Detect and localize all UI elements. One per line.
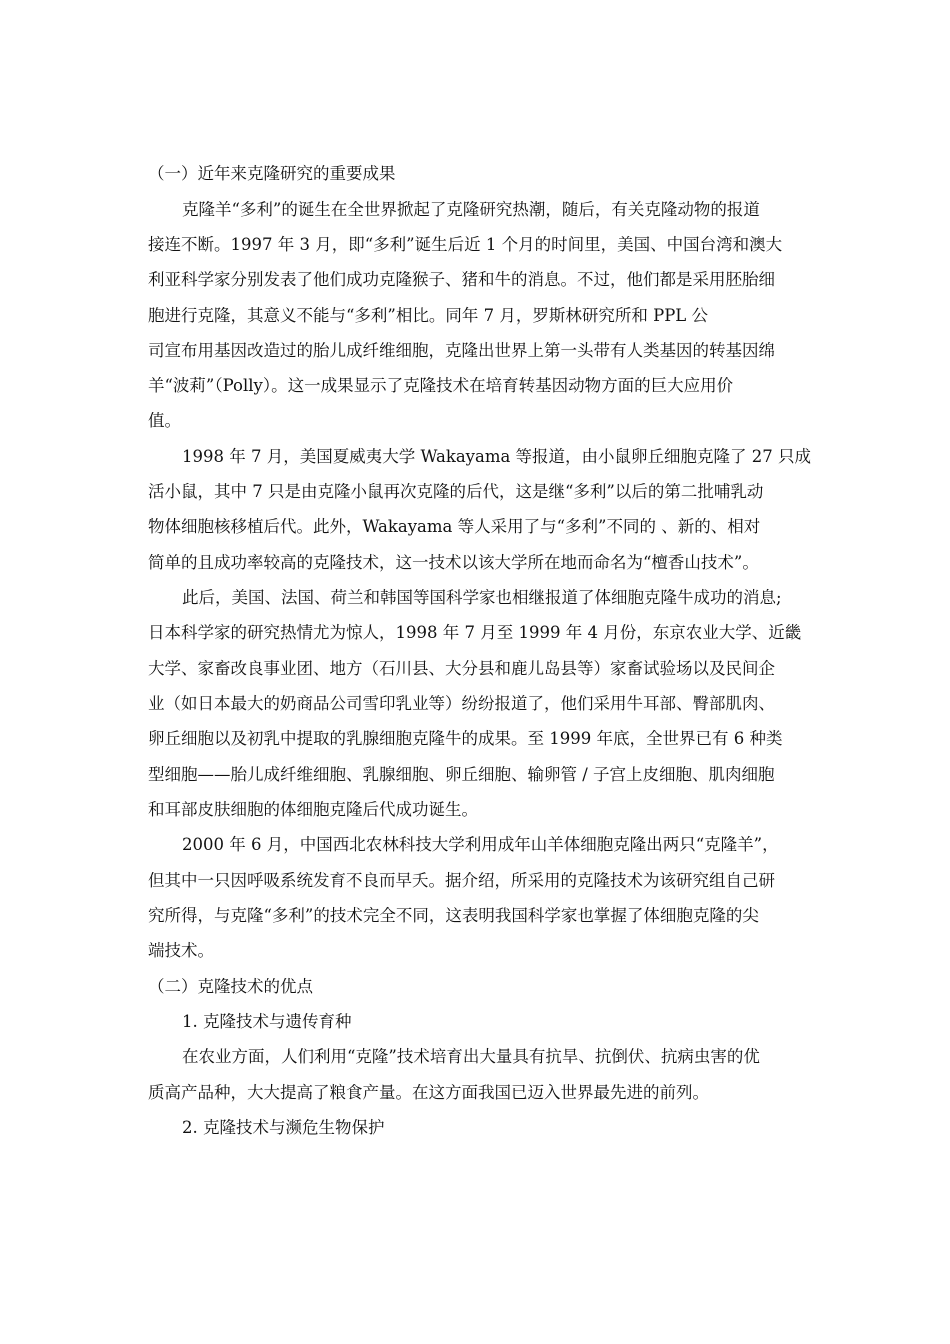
paragraph-line: 胞进行克隆，其意义不能与“多利”相比。同年 7 月，罗斯林研究所和 PPL 公 (148, 306, 709, 325)
section-heading-1: （一）近年来克隆研究的重要成果 (148, 164, 396, 183)
paragraph-line: 质高产品种，大大提高了粮食产量。在这方面我国已迈入世界最先进的前列。 (148, 1083, 709, 1102)
paragraph-line: 简单的且成功率较高的克隆技术，这一技术以该大学所在地而命名为“檀香山技术”。 (148, 553, 759, 572)
subsection-heading: 1. 克隆技术与遗传育种 (182, 1012, 352, 1031)
paragraph-line: 端技术。 (148, 941, 214, 960)
paragraph-line: 物体细胞核移植后代。此外，Wakayama 等人采用了与“多利”不同的 、新的、相对 (148, 517, 761, 536)
paragraph-line: 此后，美国、法国、荷兰和韩国等国科学家也相继报道了体细胞克隆牛成功的消息; (182, 588, 782, 607)
paragraph-line: 卵丘细胞以及初乳中提取的乳腺细胞克隆牛的成果。至 1999 年底，全世界已有 6 种类 (148, 729, 783, 748)
paragraph-line: 1998 年 7 月，美国夏威夷大学 Wakayama 等报道，由小鼠卵丘细胞克隆了 27 只成 (182, 447, 812, 466)
paragraph-line: 业（如日本最大的奶商品公司雪印乳业等）纷纷报道了，他们采用牛耳部、臀部肌肉、 (148, 694, 775, 713)
paragraph-line: 型细胞——胎儿成纤维细胞、乳腺细胞、卵丘细胞、输卵管 / 子宫上皮细胞、肌肉细胞 (148, 765, 775, 784)
paragraph-line: 羊“波莉”（Polly）。这一成果显示了克隆技术在培育转基因动物方面的巨大应用价 (148, 376, 734, 395)
paragraph-line: 大学、家畜改良事业团、地方（石川县、大分县和鹿儿岛县等）家畜试验场以及民间企 (148, 659, 775, 678)
paragraph-line: 日本科学家的研究热情尤为惊人，1998 年 7 月至 1999 年 4 月份，东京农业大学、近畿 (148, 623, 802, 642)
paragraph-line: 值。 (148, 411, 181, 430)
paragraph-line: 究所得，与克隆“多利”的技术完全不同，这表明我国科学家也掌握了体细胞克隆的尖 (148, 906, 759, 925)
paragraph-line: 在农业方面，人们利用“克隆”技术培育出大量具有抗旱、抗倒伏、抗病虫害的优 (182, 1047, 760, 1066)
paragraph-line: 司宣布用基因改造过的胎儿成纤维细胞，克隆出世界上第一头带有人类基因的转基因绵 (148, 341, 775, 360)
section-heading-2: （二）克隆技术的优点 (148, 977, 313, 996)
paragraph-line: 克隆羊“多利”的诞生在全世界掀起了克隆研究热潮，随后，有关克隆动物的报道 (182, 200, 760, 219)
paragraph-line: 但其中一只因呼吸系统发育不良而早夭。据介绍，所采用的克隆技术为该研究组自己研 (148, 871, 775, 890)
paragraph-line: 2000 年 6 月，中国西北农林科技大学利用成年山羊体细胞克隆出两只“克隆羊”， (182, 835, 779, 854)
paragraph-line: 活小鼠，其中 7 只是由克隆小鼠再次克隆的后代，这是继“多利”以后的第二批哺乳动 (148, 482, 764, 501)
paragraph-line: 利亚科学家分别发表了他们成功克隆猴子、猪和牛的消息。不过，他们都是采用胚胎细 (148, 270, 775, 289)
paragraph-line: 和耳部皮肤细胞的体细胞克隆后代成功诞生。 (148, 800, 478, 819)
subsection-heading: 2. 克隆技术与濒危生物保护 (182, 1118, 385, 1137)
paragraph-line: 接连不断。1997 年 3 月，即“多利”诞生后近 1 个月的时间里，美国、中国台湾和澳大 (148, 235, 783, 254)
